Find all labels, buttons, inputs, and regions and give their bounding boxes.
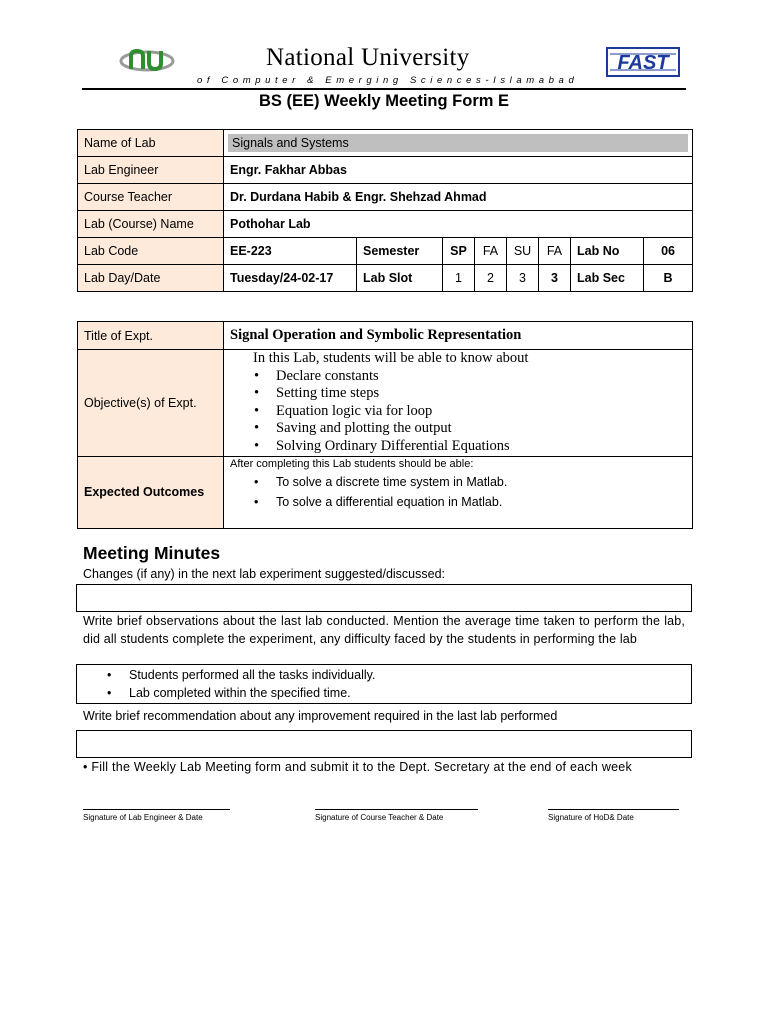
signature-line <box>83 809 230 810</box>
lab-engineer-label: Lab Engineer <box>78 157 224 184</box>
semester-code: SP <box>443 238 475 265</box>
svg-text:FAST: FAST <box>617 52 669 74</box>
list-item: • Declare constants <box>276 368 686 386</box>
changes-prompt: Changes (if any) in the next lab experiment suggested/discussed: <box>83 567 446 581</box>
lab-slot-value: 3 <box>539 265 571 292</box>
submission-instruction <box>83 759 685 776</box>
name-of-lab-label: Name of Lab <box>78 130 224 157</box>
observations-prompt: Write brief observations about the last lab conducted. Mention the average time taken to perform the lab, did all students complete the experiment, any difficulty faced by the students in performing the lab <box>83 614 685 646</box>
lab-code-value: EE-223 <box>224 238 357 265</box>
lab-course-name-label: Lab (Course) Name <box>78 211 224 238</box>
lab-info-table <box>77 129 693 292</box>
signature-label-lab-engineer: Signature of Lab Engineer & Date <box>83 813 203 822</box>
fast-logo <box>606 46 680 78</box>
recommendation-field[interactable] <box>76 730 692 758</box>
lab-slot-value: 3 <box>507 265 539 292</box>
changes-field[interactable] <box>76 584 692 612</box>
course-teacher-label: Course Teacher <box>78 184 224 211</box>
list-item: • Saving and plotting the output <box>276 420 686 438</box>
lab-day-value: Tuesday/24-02-17 <box>224 265 357 292</box>
lab-day-label: Lab Day/Date <box>78 265 224 292</box>
lab-no-value: 06 <box>644 238 693 265</box>
objectives-intro: In this Lab, students will be able to know about <box>253 350 529 366</box>
lab-sec-label: Lab Sec <box>571 265 644 292</box>
objectives-label: Objective(s) of Expt. <box>78 350 224 457</box>
list-item: • Equation logic via for loop <box>276 403 686 421</box>
signature-line <box>548 809 679 810</box>
observations-list <box>77 666 691 702</box>
lab-no-label: Lab No <box>571 238 644 265</box>
list-item: • Students performed all the tasks individually. <box>129 666 691 684</box>
objectives-list <box>230 368 686 456</box>
lab-slot-value: 1 <box>443 265 475 292</box>
bullet-icon: • <box>83 760 92 774</box>
form-title: BS (EE) Weekly Meeting Form E <box>259 92 509 110</box>
lab-slot-value: 2 <box>475 265 507 292</box>
outcomes-list <box>230 472 686 512</box>
observations-field[interactable] <box>76 664 692 704</box>
list-item: • Solving Ordinary Differential Equations <box>276 438 686 456</box>
lab-code-label: Lab Code <box>78 238 224 265</box>
signature-label-hod: Signature of HoD& Date <box>548 813 634 822</box>
header-rule <box>82 88 686 90</box>
outcomes-label: Expected Outcomes <box>78 456 224 528</box>
expt-title-value: Signal Operation and Symbolic Representation <box>224 322 693 350</box>
recommendation-prompt: Write brief recommendation about any improvement required in the last lab performed <box>83 709 558 723</box>
semester-code: SU <box>507 238 539 265</box>
list-item: • To solve a discrete time system in Matlab. <box>276 472 686 492</box>
lab-engineer-value: Engr. Fakhar Abbas <box>224 157 693 184</box>
nu-logo <box>118 43 176 79</box>
list-item: • Setting time steps <box>276 385 686 403</box>
university-subtitle: of Computer & Emerging Sciences-Islamabad <box>197 75 579 86</box>
outcomes-intro: After completing this Lab students should be able: <box>230 457 474 470</box>
semester-code: FA <box>539 238 571 265</box>
lab-slot-label: Lab Slot <box>357 265 443 292</box>
expt-title-label: Title of Expt. <box>78 322 224 350</box>
lab-course-name-value: Pothohar Lab <box>224 211 693 238</box>
signature-label-course-teacher: Signature of Course Teacher & Date <box>315 813 444 822</box>
instruction-text: Fill the Weekly Lab Meeting form and submit it to the Dept. Secretary at the end of each week <box>91 760 633 774</box>
list-item: • To solve a differential equation in Matlab. <box>276 492 686 512</box>
signature-line <box>315 809 478 810</box>
name-of-lab-value: Signals and Systems <box>228 134 688 152</box>
lab-sec-value: B <box>644 265 693 292</box>
semester-label: Semester <box>357 238 443 265</box>
experiment-table <box>77 321 693 529</box>
list-item: • Lab completed within the specified time. <box>129 684 691 702</box>
university-name: National University <box>266 44 470 71</box>
meeting-minutes-heading: Meeting Minutes <box>83 543 221 563</box>
semester-code: FA <box>475 238 507 265</box>
course-teacher-value: Dr. Durdana Habib & Engr. Shehzad Ahmad <box>224 184 693 211</box>
